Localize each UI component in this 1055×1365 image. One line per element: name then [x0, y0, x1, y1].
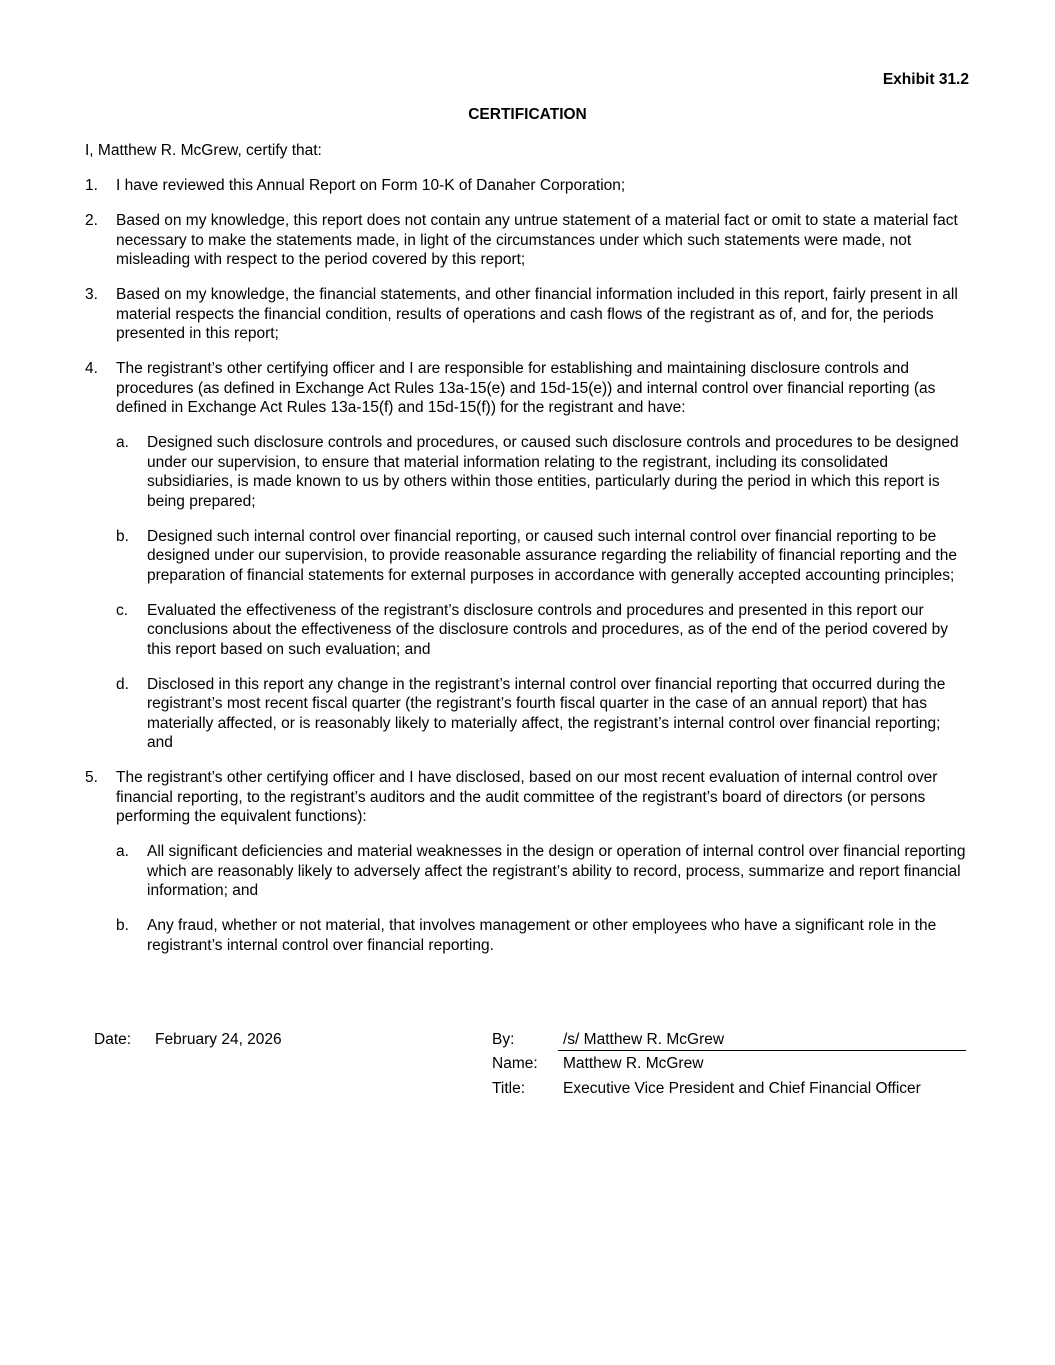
- sub-item-text: Designed such disclosure controls and procedures, or caused such disclosure controls and procedures to be designed under our supervision, to ensure that material information relating to the registrant, including its consolidated subsidiaries, is made known to us by others within those entities, particularly during the period in which this report is being prepared;: [147, 434, 959, 510]
- sub-item-letter: c.: [116, 601, 129, 619]
- sub-item-letter: b.: [116, 917, 129, 934]
- sub-item-letter: b.: [116, 527, 129, 545]
- name-label: Name:: [492, 1055, 538, 1072]
- sub-item-text: Disclosed in this report any change in the registrant’s internal control over financial reporting that occurred during the registrant’s most recent fiscal quarter (the registrant’s fourth fiscal quarter in the case of an annual report) that has materially affected, or is reasonably likely to materially affect, the registrant’s internal control over financial reporting; and: [147, 675, 946, 751]
- list-item-5: [85, 768, 970, 955]
- list-item-4: [85, 359, 970, 753]
- list-item-2: [85, 211, 970, 270]
- item-text: Based on my knowledge, the financial statements, and other financial information included in this report, fairly present in all material respects the financial condition, results of operations and cash flows of the registrant as of, and for, the periods presented in this report;: [116, 286, 958, 342]
- date-value: February 24, 2026: [155, 1031, 282, 1048]
- sub-item-5a: [116, 842, 970, 901]
- list-item-3: [85, 285, 970, 344]
- exhibit-number: Exhibit 31.2: [882, 71, 969, 88]
- sub-item-text: All significant deficiencies and material weaknesses in the design or operation of internal control over financial reporting which are reasonably likely to adversely affect the registrant’s ability to record, process, summarize and report financial information; and: [147, 843, 966, 899]
- date-label: Date:: [94, 1031, 132, 1048]
- item-number: 1.: [85, 177, 98, 194]
- sub-item-4c: [116, 601, 970, 660]
- item-number: 5.: [85, 769, 98, 786]
- intro-statement: I, Matthew R. McGrew, certify that:: [85, 142, 322, 159]
- sub-item-text: Designed such internal control over financial reporting, or caused such internal control over financial reporting to be designed under our supervision, to provide reasonable assurance regarding the reliability of financial reporting and the preparation of financial statements for external purposes in accordance with generally accepted accounting principles;: [147, 527, 957, 584]
- signature-value: /s/ Matthew R. McGrew: [563, 1031, 725, 1048]
- list-item-1: [85, 176, 970, 196]
- title-label: Title:: [492, 1080, 526, 1097]
- item-text: I have reviewed this Annual Report on Form 10-K of Danaher Corporation;: [116, 177, 626, 194]
- signature-line: [558, 1050, 966, 1051]
- item-number: 3.: [85, 286, 98, 303]
- sub-item-4d: [116, 675, 970, 753]
- sub-item-4b: [116, 527, 970, 586]
- item-text: Based on my knowledge, this report does not contain any untrue statement of a material fact or omit to state a material fact necessary to make the statements made, in light of the circumstances under which such statements were made, not misleading with respect to the period covered by this report;: [116, 212, 958, 268]
- title-value: Executive Vice President and Chief Financial Officer: [563, 1080, 921, 1097]
- sub-item-4a: [116, 433, 970, 511]
- sub-item-letter: d.: [116, 675, 129, 693]
- sub-item-letter: a.: [116, 434, 129, 451]
- sub-item-text: Evaluated the effectiveness of the registrant’s disclosure controls and procedures and presented in this report our conclusions about the effectiveness of the disclosure controls and procedures, as of the end of the period covered by this report based on such evaluation; and: [147, 601, 949, 658]
- signature-block: [0, 1028, 1055, 1118]
- name-value: Matthew R. McGrew: [563, 1055, 704, 1072]
- item-text: The registrant’s other certifying officer and I have disclosed, based on our most recent evaluation of internal control over financial reporting, to the registrant’s auditors and the audit committee of the registrant’s board of directors (or persons performing the equivalent functions):: [116, 769, 938, 825]
- sub-item-letter: a.: [116, 843, 129, 860]
- item-number: 2.: [85, 212, 98, 229]
- sub-item-text: Any fraud, whether or not material, that involves management or other employees who have a significant role in the registrant’s internal control over financial reporting.: [147, 917, 937, 954]
- certification-body: [85, 141, 970, 971]
- item-number: 4.: [85, 360, 98, 377]
- by-label: By:: [492, 1031, 515, 1048]
- page-title: CERTIFICATION: [468, 106, 587, 123]
- item-text: The registrant’s other certifying officer and I are responsible for establishing and maintaining disclosure controls and procedures (as defined in Exchange Act Rules 13a-15(e) and 15d-15(e)) and internal control over financial reporting (as defined in Exchange Act Rules 13a-15(f) and 15d-15(f)) for the registrant and have:: [116, 360, 936, 416]
- sub-item-5b: [116, 916, 970, 955]
